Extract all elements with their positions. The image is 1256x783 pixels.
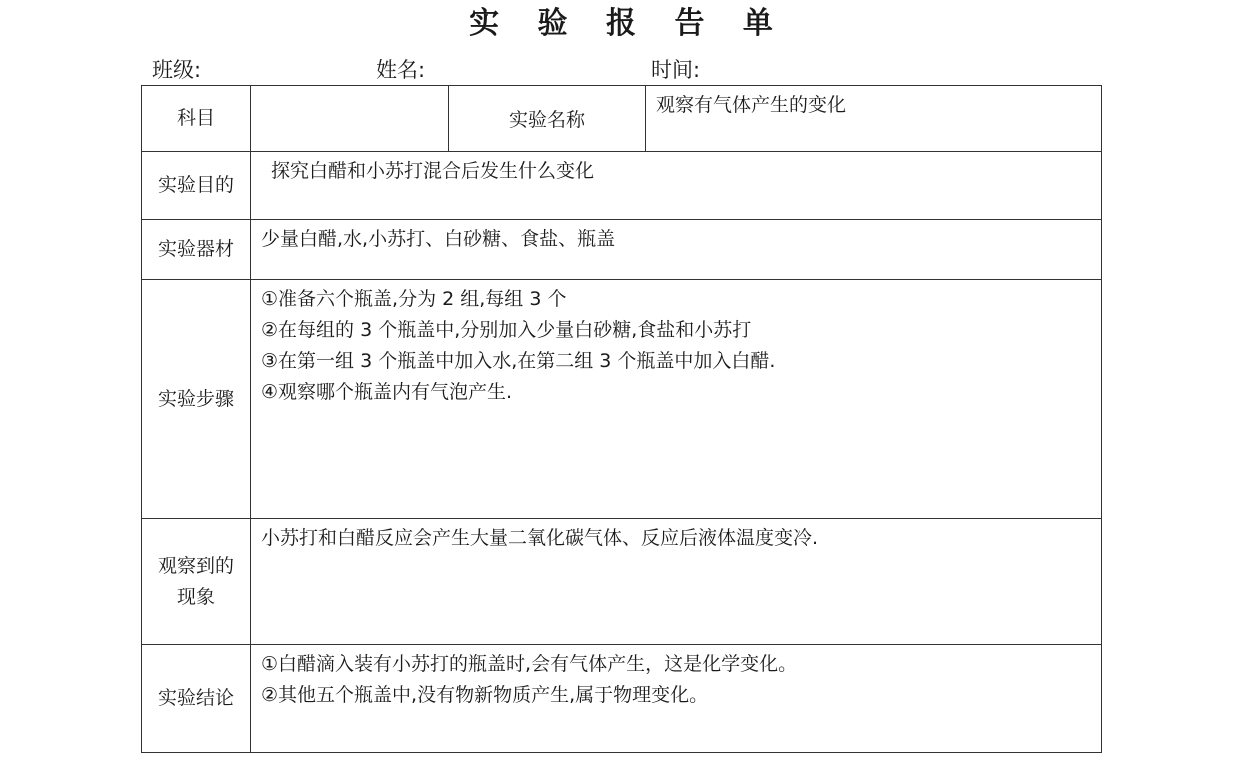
materials-label: 实验器材 (142, 220, 251, 280)
table-row (142, 645, 1102, 753)
conclusion-item: ②其他五个瓶盖中,没有物新物质产生,属于物理变化。 (261, 684, 709, 706)
observation-value: 小苏打和白醋反应会产生大量二氧化碳气体、反应后液体温度变冷. (251, 519, 1102, 645)
purpose-label: 实验目的 (142, 152, 251, 220)
step-item: ④观察哪个瓶盖内有气泡产生. (261, 381, 513, 403)
observation-label-line1: 观察到的 (157, 554, 234, 577)
experiment-name-label: 实验名称 (449, 86, 646, 152)
conclusion-label: 实验结论 (142, 645, 251, 753)
report-title: 实 验 报 告 单 (469, 6, 787, 41)
name-label: 姓名: (376, 58, 426, 82)
conclusion-item: ①白醋滴入装有小苏打的瓶盖时,会有气体产生，这是化学变化。 (261, 653, 798, 675)
subject-value (251, 86, 449, 152)
conclusion-list (251, 645, 1102, 753)
experiment-name-value: 观察有气体产生的变化 (646, 86, 1102, 152)
steps-list (251, 280, 1102, 519)
table-row (142, 280, 1102, 519)
purpose-value (251, 152, 1102, 220)
observation-label (142, 519, 251, 645)
materials-value: 少量白醋,水,小苏打、白砂糖、食盐、瓶盖 (251, 220, 1102, 280)
step-item: ②在每组的 3 个瓶盖中,分别加入少量白砂糖,食盐和小苏打 (261, 319, 752, 341)
table-row (142, 220, 1102, 280)
subject-label: 科目 (142, 86, 251, 152)
table-row (142, 152, 1102, 220)
experiment-report-table (141, 85, 1102, 753)
steps-label: 实验步骤 (142, 280, 251, 519)
observation-label-line2: 现象 (176, 585, 215, 608)
step-item: ①准备六个瓶盖,分为 2 组,每组 3 个 (261, 288, 567, 310)
step-item: ③在第一组 3 个瓶盖中加入水,在第二组 3 个瓶盖中加入白醋. (261, 350, 776, 372)
purpose-text: 探究白醋和小苏打混合后发生什么变化 (271, 160, 595, 182)
table-row (142, 86, 1102, 152)
table-row (142, 519, 1102, 645)
time-label: 时间: (651, 58, 701, 82)
class-label: 班级: (152, 58, 202, 82)
